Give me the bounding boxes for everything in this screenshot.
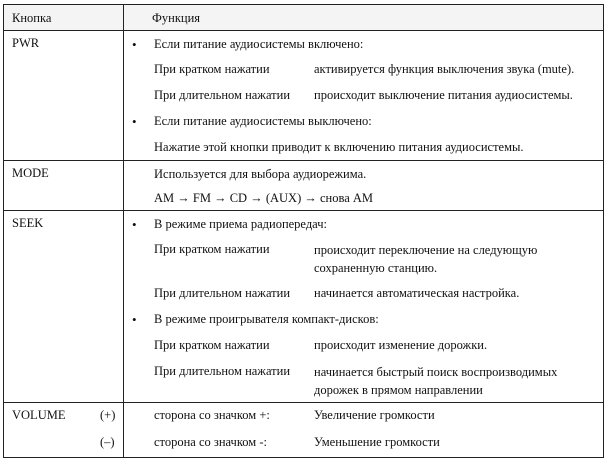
table-row-pwr [4,31,604,161]
pwr-long-text: происходит выключение питания аудиосистемы. [314,88,573,102]
seek-radio-long-text: начинается автоматическая настройка. [314,286,520,300]
seek-cd-long-line [124,358,603,402]
seek-cd-heading: В режиме проигрывателя компакт-дисков: [154,312,379,326]
pwr-off-text: Нажатие этой кнопки приводит к включению питания аудиосистемы. [154,140,524,154]
seek-cd-long-text: начинается быстрый поиск воспроизводимых дорожек в прямом направлении [314,365,558,397]
volume-plus-function-line [124,403,603,429]
pwr-long-label: При длительном нажатии [154,88,291,102]
pwr-on-heading: Если питание аудиосистемы включено: [154,37,364,51]
pwr-short-press-line [124,56,603,82]
seek-radio-heading: В режиме приема радиопередач: [154,217,327,231]
bullet-icon: • [132,37,137,52]
volume-minus-line [4,429,123,457]
mode-line-2 [124,185,603,210]
volume-minus-text: Уменьшение громкости [314,435,440,449]
pwr-button-cell [4,31,124,161]
table-row-volume [4,403,604,458]
header-function-column [124,5,604,31]
seek-radio-long-label: При длительном нажатии [154,286,291,300]
mode-sequence: AM → FM → CD → (AUX) → снова AM [154,191,374,205]
pwr-long-press-line [124,82,603,108]
seek-radio-heading-line [124,211,603,236]
bullet-icon: • [132,217,137,232]
volume-plus-text: Увеличение громкости [314,408,435,422]
mode-description: Используется для выбора аудиорежима. [154,167,367,181]
table-header-row [4,5,604,31]
pwr-function-cell [124,31,604,161]
seek-button-cell [4,211,124,403]
table-row-mode [4,161,604,211]
volume-function-cell [124,403,604,458]
header-button-label: Кнопка [12,11,52,25]
header-button-column [4,5,124,31]
volume-button-cell [4,403,124,458]
seek-cd-heading-line [124,306,603,332]
seek-function-cell [124,211,604,403]
volume-minus-sign: (–) [100,435,115,449]
volume-plus-sign: (+) [100,408,116,422]
mode-line-1 [124,161,603,185]
volume-minus-side: сторона со значком -: [154,435,267,449]
seek-cd-short-label: При кратком нажатии [154,338,270,352]
seek-radio-short-text: происходит переключение на следующую сохраненную станцию. [314,243,538,275]
pwr-short-label: При кратком нажатии [154,62,270,76]
pwr-off-text-line [124,134,603,160]
pwr-off-heading-line [124,108,603,134]
volume-button-wrap [4,403,123,457]
seek-cd-short-line [124,332,603,358]
header-function-label: Функция [152,11,201,25]
volume-plus-line [4,403,123,429]
seek-radio-long-line [124,280,603,306]
pwr-button-name: PWR [12,36,40,50]
volume-button-name: VOLUME [12,408,66,422]
table-row-seek [4,211,604,403]
seek-button-name: SEEK [12,216,44,230]
seek-radio-short-line [124,236,603,280]
seek-cd-short-text: происходит изменение дорожки. [314,338,488,352]
pwr-short-text: активируется функция выключения звука (mute). [314,62,575,76]
buttons-function-table [3,4,604,458]
mode-function-cell [124,161,604,211]
mode-button-name: MODE [12,166,49,180]
pwr-on-heading-line [124,31,603,56]
bullet-icon: • [132,312,137,327]
volume-minus-function-line [124,429,603,457]
seek-radio-short-label: При кратком нажатии [154,242,270,256]
volume-plus-side: сторона со значком +: [154,408,270,422]
pwr-off-heading: Если питание аудиосистемы выключено: [154,114,372,128]
seek-cd-long-label: При длительном нажатии [154,364,291,378]
bullet-icon: • [132,114,137,129]
mode-button-cell [4,161,124,211]
